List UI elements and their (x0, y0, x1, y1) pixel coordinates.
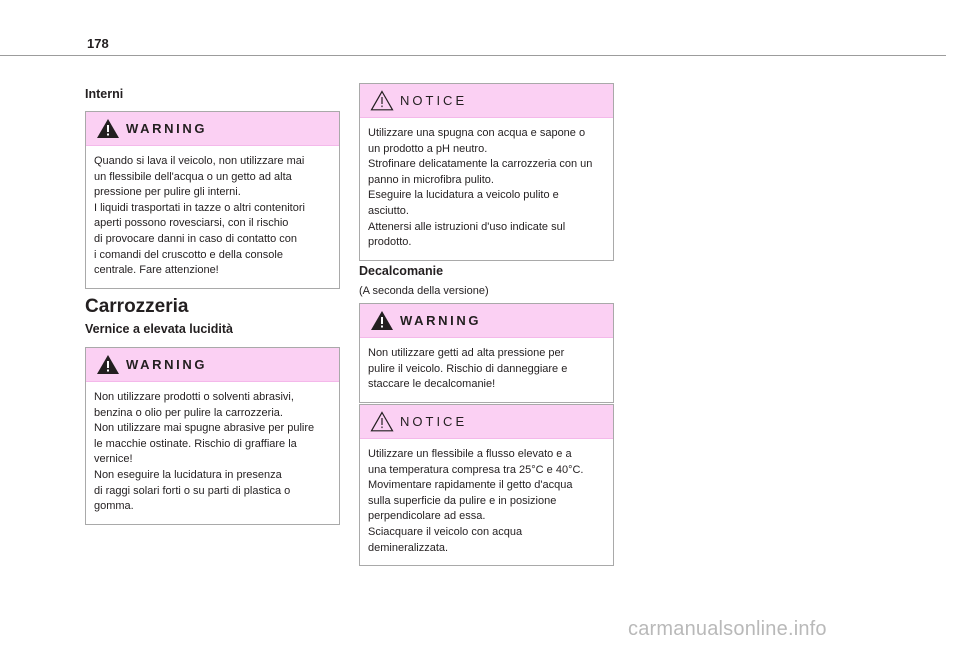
text-line: prodotto. (368, 236, 412, 249)
page-number: 178 (87, 36, 109, 51)
warning-label: WARNING (126, 121, 208, 136)
text-line: Non utilizzare getti ad alta pressione per (368, 347, 565, 359)
text-line: aperti possono rovesciarsi, con il rischio (94, 217, 289, 230)
text-line: un flessibile dell'acqua o un getto ad alta (94, 170, 292, 183)
text-line: pressione per pulire gli interni. (94, 186, 241, 199)
text-line: benzina o olio per pulire la carrozzeria. (94, 406, 283, 419)
text-line: Utilizzare un flessibile a flusso elevato e a (368, 448, 572, 460)
warning-label: WARNING (126, 357, 208, 372)
notice-triangle-icon (370, 411, 394, 432)
heading-carrozzeria: Carrozzeria (85, 296, 189, 317)
text-line: staccare le decalcomanie! (368, 378, 496, 391)
text-line: Quando si lava il veicolo, non utilizzare mai (94, 155, 305, 167)
header-rule (0, 55, 946, 56)
version-note: (A seconda della versione) (359, 285, 489, 297)
text-line: Sciacquare il veicolo con acqua (368, 525, 523, 538)
notice-triangle-icon (370, 90, 394, 111)
notice-box-sapone (359, 83, 614, 261)
text-line: perpendicolare ad essa. (368, 510, 486, 523)
warning-label: WARNING (400, 313, 482, 328)
warning-body (86, 146, 339, 288)
text-line: vernice! (94, 453, 133, 466)
notice-body (360, 439, 613, 565)
section-title-interni: Interni (85, 87, 124, 101)
section-title-decalcomanie: Decalcomanie (359, 264, 444, 278)
warning-header (86, 112, 339, 146)
warning-triangle-icon (96, 118, 120, 139)
text-line: Non utilizzare mai spugne abrasive per pulire (94, 422, 315, 435)
text-line: di provocare danni in caso di contatto con (94, 232, 298, 245)
notice-label: NOTICE (400, 93, 468, 108)
text-line: Strofinare delicatamente la carrozzeria con un (368, 158, 593, 171)
text-line: le macchie ostinate. Rischio di graffiare la (94, 437, 297, 450)
text-line: sulla superficie da pulire e in posizione (368, 494, 557, 507)
text-line: I liquidi trasportati in tazze o altri contenitori (94, 201, 305, 214)
warning-body (360, 338, 613, 402)
text-line: asciutto. (368, 204, 409, 217)
text-line: Attenersi alle istruzioni d'uso indicate sul (368, 220, 566, 233)
warning-triangle-icon (96, 354, 120, 375)
notice-header (360, 84, 613, 118)
text-line: Utilizzare una spugna con acqua e sapone o (368, 127, 586, 139)
warning-header (86, 348, 339, 382)
watermark-text: carmanualsonline.info (628, 618, 827, 640)
text-line: gomma. (94, 500, 134, 513)
text-line: pulire il veicolo. Rischio di danneggiare e (368, 362, 568, 375)
warning-box-vernice (85, 347, 340, 525)
notice-body (360, 118, 613, 260)
text-line: demineralizzata. (368, 541, 449, 554)
text-line: Movimentare rapidamente il getto d'acqua (368, 479, 573, 492)
notice-header (360, 405, 613, 439)
warning-box-interni (85, 111, 340, 289)
text-line: di raggi solari forti o su parti di plastica o (94, 484, 291, 497)
text-line: Non utilizzare prodotti o solventi abrasivi, (94, 391, 294, 403)
text-line: un prodotto a pH neutro. (368, 142, 488, 155)
notice-box-flessibile (359, 404, 614, 566)
text-line: Eseguire la lucidatura a veicolo pulito e (368, 189, 559, 202)
warning-triangle-icon (370, 310, 394, 331)
warning-header (360, 304, 613, 338)
text-line: centrale. Fare attenzione! (94, 264, 219, 277)
notice-label: NOTICE (400, 414, 468, 429)
text-line: una temperatura compresa tra 25°C e 40°C. (368, 463, 584, 476)
subheading-vernice: Vernice a elevata lucidità (85, 322, 233, 336)
warning-body (86, 382, 339, 524)
warning-box-decalcomanie (359, 303, 614, 403)
text-line: Non eseguire la lucidatura in presenza (94, 468, 282, 481)
text-line: i comandi del cruscotto e della console (94, 248, 283, 261)
text-line: panno in microfibra pulito. (368, 173, 494, 186)
